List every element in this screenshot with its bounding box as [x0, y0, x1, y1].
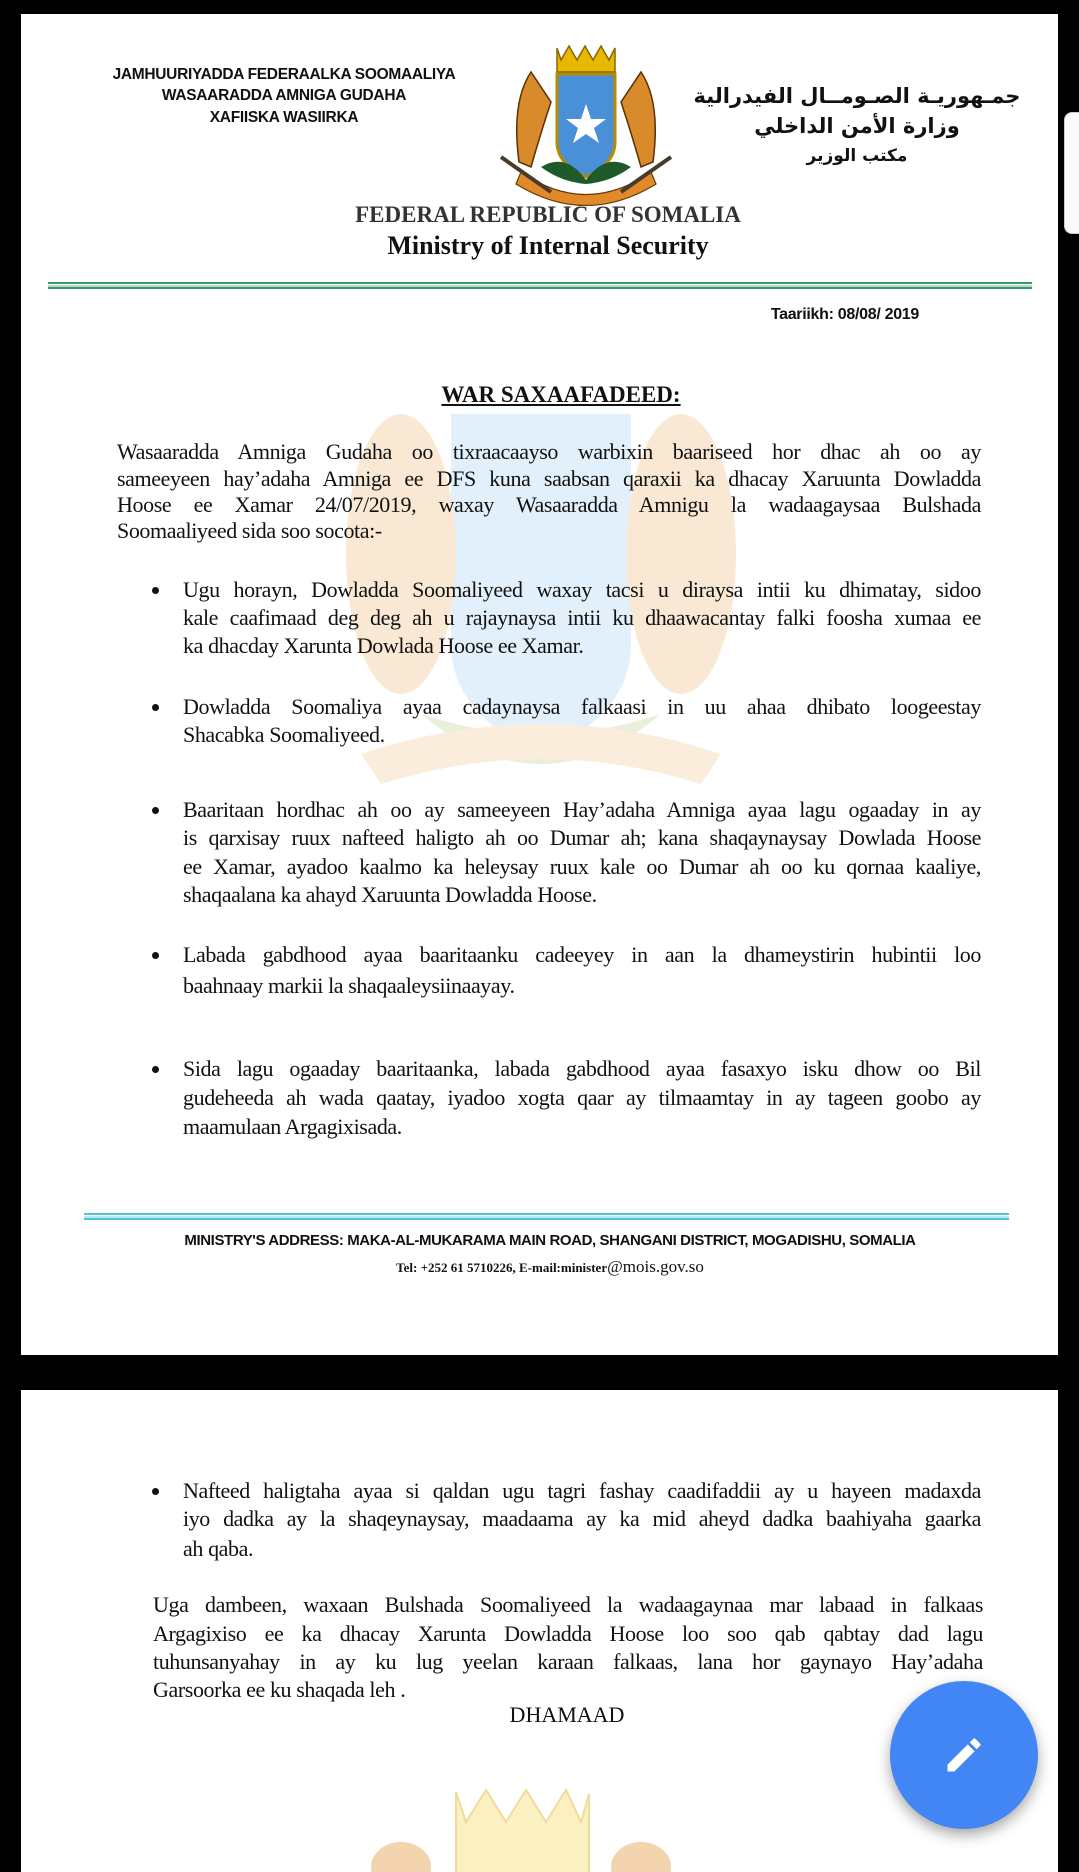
pencil-edit-icon — [942, 1733, 986, 1777]
bullet-icon — [152, 587, 159, 594]
text-line: maamulaan Argagixisada. — [183, 1114, 402, 1139]
text-line: Ugu horayn, Dowladda Soomaliyeed waxay tacsi u diraysa intii ku dhimatay, sidoo — [183, 577, 981, 602]
header-subtitle: Ministry of Internal Security — [387, 231, 709, 260]
text-line: shaqaalana ka ahayd Xaruunta Dowladda Hoose. — [183, 882, 597, 907]
footer-rule — [84, 1213, 1009, 1215]
text-line: Baaritaan hordhac ah oo ay sameeyeen Hay’adaha Amniga ayaa lagu ogaaday in ay — [183, 797, 981, 822]
document-date: Taariikh: 08/08/ 2019 — [770, 306, 919, 323]
footer-address: MINISTRY'S ADDRESS: MAKA-AL-MUKARAMA MAIN ROAD, SHANGANI DISTRICT, MOGADISHU, SOMALIA — [184, 1232, 916, 1249]
header-left-line: WASAARADDA AMNIGA GUDAHA — [161, 87, 407, 104]
bullet-icon — [152, 1066, 159, 1073]
text-line: iyo dadka ay la shaqeynaysay, maadaama ay ka mid aheyd dadka baahiyaha gaarka — [183, 1506, 981, 1531]
text-line: Argagixiso ee ka dhacay Xarunta Dowladda Hoose loo soo qab qabtay dad lagu — [153, 1621, 983, 1646]
bullet-icon — [152, 807, 159, 814]
text-line: Sida lagu ogaaday baaritaanka, labada gabdhood ayaa fasaxyo isku dhow oo Bil — [183, 1056, 981, 1081]
header-left-line: XAFIISKA WASIIRKA — [209, 109, 359, 126]
text-line: kale caafimaad deg deg ah u rajaynaysa intii ku dhaawacantay falki foosha xumaa ee — [183, 605, 981, 630]
text-line: Soomaaliyeed sida soo socota:- — [117, 518, 382, 543]
header-title: FEDERAL REPUBLIC OF SOMALIA — [355, 202, 741, 227]
header-right-line: مكتب الوزير — [806, 146, 908, 166]
document-page-1 — [21, 14, 1058, 1355]
text-line: Shacabka Soomaliyeed. — [183, 722, 385, 747]
text-line: ka dhacday Xarunta Dowlada Hoose ee Xamar. — [183, 633, 584, 658]
header-left-line: JAMHUURIYADDA FEDERAALKA SOOMAALIYA — [112, 66, 456, 83]
text-line: is qarxisay ruux nafteed haligto ah oo Dumar ah; kana shaqaynaysay Dowlada Hoose — [183, 825, 981, 850]
text-line: gudeheeda ah wada qaatay, iyadoo xogta qaar ay tilmaamtay in ay tageen goobo ay — [183, 1085, 981, 1110]
header-right-line: وزارة الأمن الداخلي — [754, 114, 960, 138]
text-line: Dowladda Soomaliya ayaa cadaynaysa falkaasi in uu ahaa dhibato loogeestay — [183, 694, 981, 719]
header-right-line: جمـهوريـة الصـومــال الفيدرالية — [693, 84, 1021, 108]
crown-watermark — [361, 1782, 681, 1872]
bullet-icon — [152, 952, 159, 959]
text-line: Labada gabdhood ayaa baaritaanku cadeeyey in aan la dhameystirin hubintii loo — [183, 942, 981, 967]
scrollbar-handle[interactable] — [1064, 112, 1079, 234]
header-rule — [48, 282, 1032, 284]
document-page-2 — [21, 1390, 1058, 1872]
text-line: baahnaay markii la shaqaaleysiinaayay. — [183, 973, 515, 998]
edit-fab-button[interactable] — [890, 1681, 1038, 1829]
text-line: ah qaba. — [183, 1536, 254, 1561]
coat-of-arms-emblem — [491, 42, 681, 207]
bullet-icon — [152, 704, 159, 711]
document-end: DHAMAAD — [509, 1702, 625, 1727]
footer-contact — [396, 1257, 704, 1277]
document-heading: WAR SAXAAFADEED: — [441, 382, 681, 407]
text-line: sameeyeen hay’adaha Amniga ee DFS kuna saabsan qaraxii ka dhacay Xaruunta Dowladda — [117, 466, 981, 491]
text-line: tuhunsanyahay in ay ku lug yeelan karaan falkaas, lana hor gaynayo Hay’adaha — [153, 1649, 983, 1674]
text-line: Wasaaradda Amniga Gudaha oo tixraacaayso warbixin baariseed hor dhac ah oo ay — [117, 439, 981, 464]
text-line: Nafteed haligtaha ayaa si qaldan ugu tagri fashay caadifaddii ay u hayeen madaxda — [183, 1478, 981, 1503]
text-line: Uga dambeen, waxaan Bulshada Soomaliyeed la wadaagaynaa mar labaad in falkaas — [153, 1592, 983, 1617]
text-line: Garsoorka ee ku shaqada leh . — [153, 1677, 406, 1702]
contact-text: Tel: +252 61 5710226, E-mail:minister — [396, 1260, 608, 1275]
text-line: ee Xamar, ayadoo kaalmo ka heleysay ruux kale oo Dumar ah oo ku qornaa kaaliye, — [183, 854, 981, 879]
bullet-icon — [152, 1488, 159, 1495]
text-line: Hoose ee Xamar 24/07/2019, waxay Wasaaradda Amnigu la wadaagaysaa Bulshada — [117, 492, 981, 517]
email-domain: @mois.gov.so — [607, 1257, 704, 1276]
